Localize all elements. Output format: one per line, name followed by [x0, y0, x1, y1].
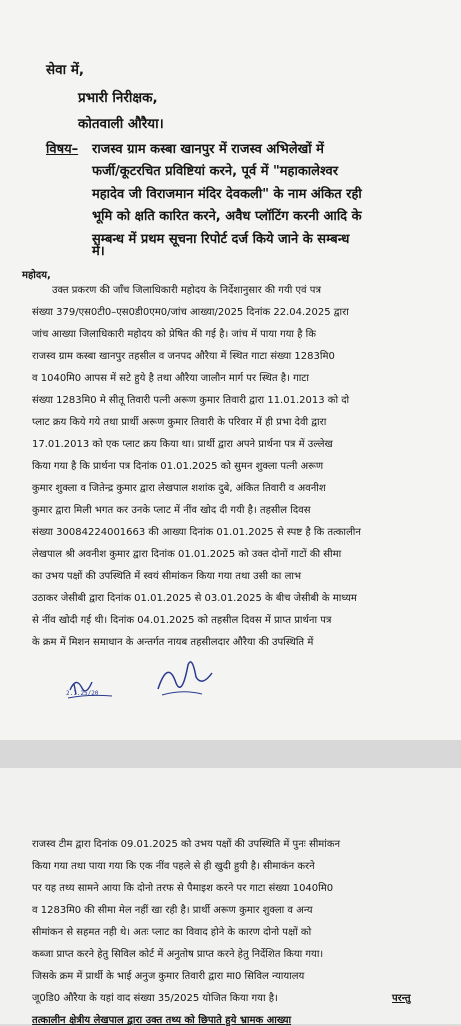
- underlined-word: परन्तु: [392, 993, 411, 1004]
- body-line: लेखपाल श्री अवनीश कुमार द्वारा दिनांक 01.01.2025 को उक्त दोनों गाटों की सीमा: [32, 549, 342, 560]
- body-line: के क्रम में मिशन समाधान के अन्तर्गत नायब तहसीलदार औरैया की उपस्थिति में: [32, 637, 314, 648]
- body-line: से नींव खोदी गई थी। दिनांक 04.01.2025 को तहसील दिवस में प्राप्त प्रार्थना पत्र: [32, 615, 332, 626]
- body-line: व 1283मि0 की सीमा मेल नहीं खा रही है। प्रार्थी अरूण कुमार शुक्ला व अन्य: [32, 905, 313, 916]
- body-line: सीमांकन से सहमत नही थे। अतः प्लाट का विवाद होने के कारण दोनो पक्षों को: [32, 927, 312, 938]
- subject-line: में।: [92, 244, 105, 259]
- body-line: किया गया तथा पाया गया कि एक नींव पहले से ही खुदी हुयी है। सीमाकंन करने: [32, 861, 315, 872]
- body-line: प्लाट क्रय किये गये तथा प्रार्थी अरूण कुमार तिवारी के परिवार में ही प्रभा देवी द्वारा: [32, 417, 327, 428]
- body-line: तत्कालीन क्षेत्रीय लेखपाल द्वारा उक्त तथ्य को छिपाते हुये भ्रामक आख्या: [32, 1015, 292, 1026]
- subject-line: फर्जी/कूटरचित प्रविष्टियां करने, पूर्व में "महाकालेश्वर: [92, 164, 339, 179]
- police-station: कोतवाली औरैया।: [78, 116, 164, 132]
- signature: [150, 655, 220, 700]
- document-page-2: [0, 768, 461, 1024]
- body-line: 17.01.2013 को एक प्लाट क्रय किया था। प्रार्थी द्वारा अपने प्रार्थना पत्र में उल्लेख: [32, 439, 333, 450]
- body-line: संख्या 379/एस0टी0–एस0डी0एम0/जांच आख्या/2025 दिनांक 22.04.2025 द्वारा: [32, 307, 349, 318]
- body-line: कुमार द्वारा मिली भगत कर उनके प्लाट में नींव खोद दी गयी है। तहसील दिवस: [32, 505, 311, 516]
- subject-line: सम्बन्ध में प्रथम सूचना रिपोर्ट दर्ज किये जाने के सम्बन्ध: [92, 232, 350, 247]
- body-line: कुमार शुक्ला व जितेन्द्र कुमार द्वारा लेखपाल शशांक दुबे, अंकित तिवारी व अवनीश: [32, 483, 326, 494]
- page-gap: [0, 740, 461, 768]
- body-line: का उभय पक्षों की उपस्थिति में स्वयं सीमांकन किया गया तथा उसी का लाभ: [32, 571, 301, 582]
- body-line: जांच आख्या जिलाधिकारी महोदय को प्रेषित की गई है। जांच में पाया गया है कि: [32, 329, 316, 340]
- subject-label: विषय–: [46, 142, 79, 157]
- addressee: प्रभारी निरीक्षक,: [78, 90, 158, 106]
- body-line: किया गया है कि प्रार्थना पत्र दिनांक 01.01.2025 को सुमन शुक्ला पत्नी अरूण: [32, 461, 324, 472]
- body-line: उक्त प्रकरण की जाँच जिलाधिकारी महोदय के निर्देशानुसार की गयी एवं पत्र: [52, 285, 321, 296]
- salutation: सेवा में,: [46, 62, 85, 78]
- body-line: जिसके क्रम में प्रार्थी के भाई अनुज कुमार तिवारी द्वारा मा0 सिविल न्यायालय: [32, 971, 305, 982]
- greeting: महोदय,: [22, 270, 51, 281]
- body-line: राजस्व टीम द्वारा दिनांक 09.01.2025 को उभय पक्षों की उपस्थिति में पुनः सीमांकन: [32, 839, 341, 850]
- body-line: संख्या 1283मि0 मे सीतू तिवारी पत्नी अरूण कुमार तिवारी द्वारा 11.01.2013 को दो: [32, 395, 350, 406]
- body-line: पर यह तथ्य सामने आया कि दोनो तरफ से पैमाइश करने पर गाटा संख्या 1040मि0: [32, 883, 334, 894]
- subject-line: राजस्व ग्राम कस्बा खानपुर में राजस्व अभिलेखों में: [92, 142, 324, 157]
- handwritten-note: 2.1.25/20: [66, 690, 99, 697]
- body-line: व 1040मि0 आपस में सटे हुये है तथा औरैया जालौन मार्ग पर स्थित है। गाटा: [32, 373, 309, 384]
- handwritten-initials: [60, 664, 130, 704]
- subject-line: महादेव जी विराजमान मंदिर देवकली" के नाम अंकित रही: [92, 187, 362, 202]
- subject-line: भूमि को क्षति कारित करने, अवैध प्लॉटिंग करनी आदि के: [92, 209, 362, 224]
- body-line: कब्जा प्राप्त करने हेतु सिविल कोर्ट में अनुतोष प्राप्त करने हेतु निर्देशित किया गया।: [32, 949, 324, 960]
- body-line: उठाकर जेसीबी द्वारा दिनांक 01.01.2025 से 03.01.2025 के बीच जेसीबी के माध्यम: [32, 593, 357, 604]
- body-line: जू0डि0 औरैया के यहां वाद संख्या 35/2025 योजित किया गया है।: [32, 993, 278, 1004]
- body-line: संख्या 30084224001663 की आख्या दिनांक 01.01.2025 से स्पष्ट है कि तत्कालीन: [32, 527, 361, 538]
- body-line: राजस्व ग्राम कस्बा खानपुर तहसील व जनपद औरैया में स्थित गाटा संख्या 1283मि0: [32, 351, 335, 362]
